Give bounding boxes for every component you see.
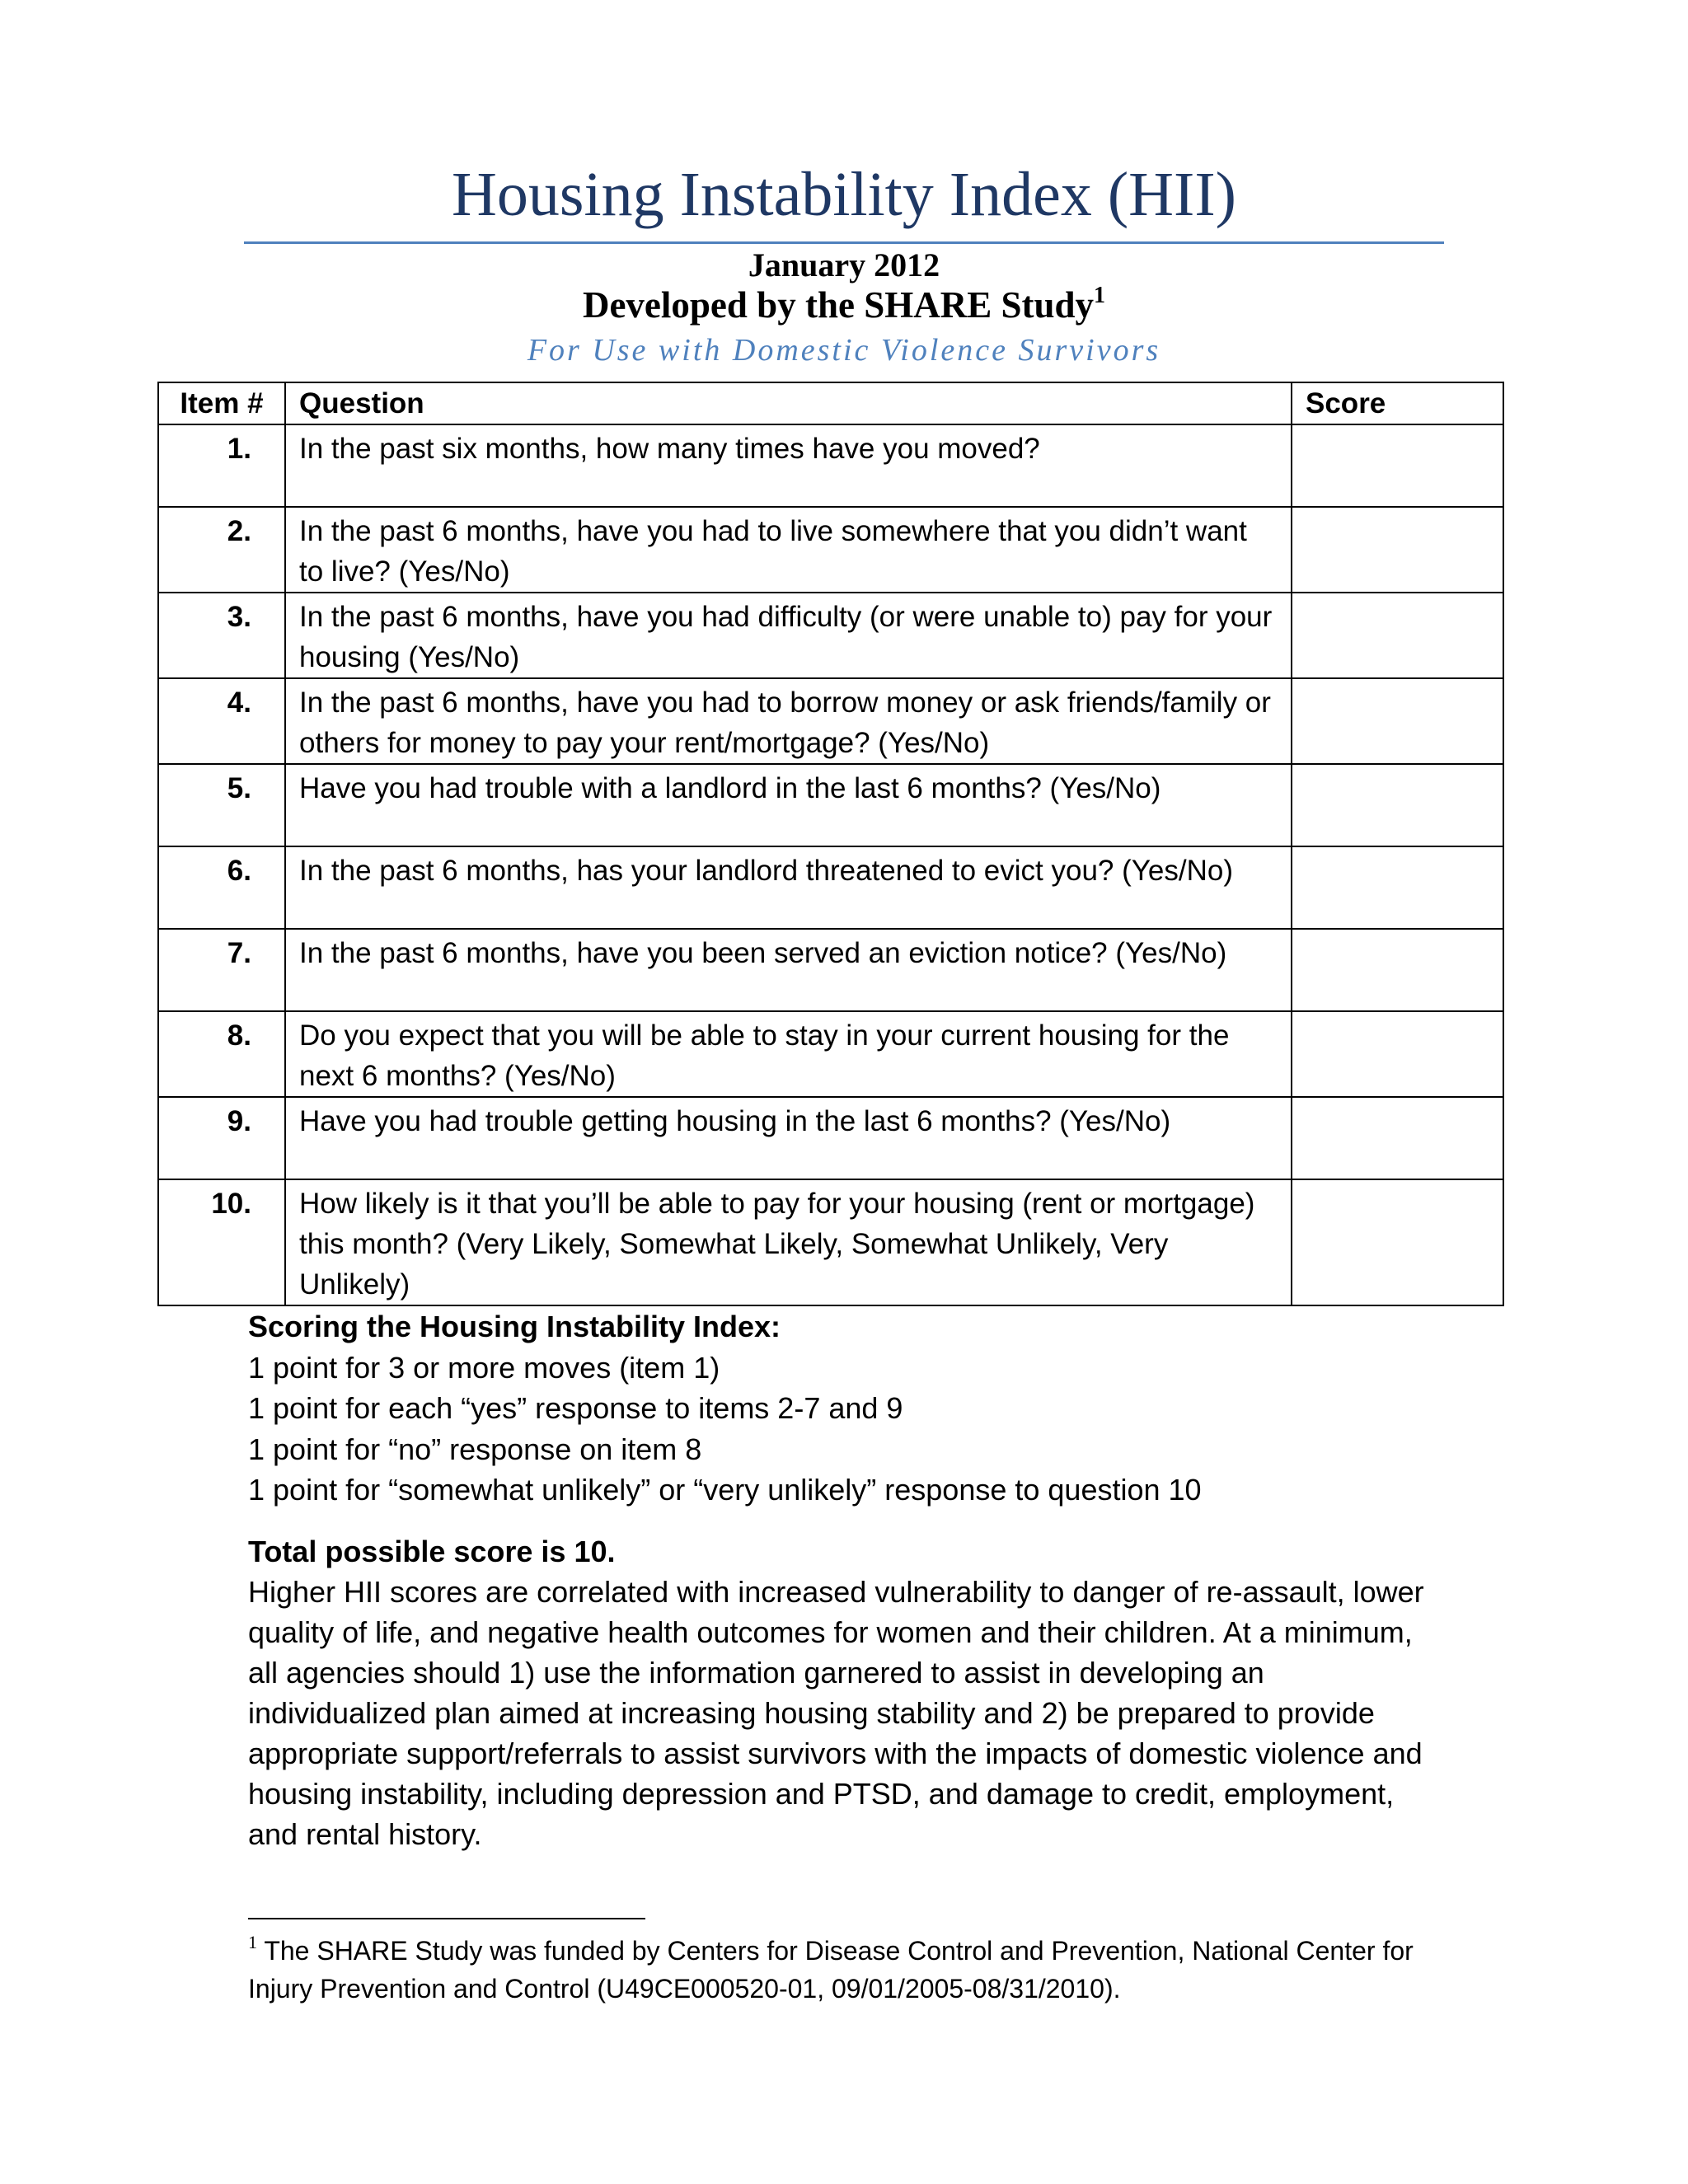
item-number: 10. <box>158 1179 285 1305</box>
item-number: 6. <box>158 846 285 929</box>
table-row <box>158 1097 1503 1179</box>
footnote-separator <box>248 1918 645 1919</box>
score-header: Score <box>1292 382 1503 424</box>
footnote-reference: 1 <box>1094 283 1106 308</box>
table-row <box>158 1179 1503 1305</box>
table-row <box>158 846 1503 929</box>
document-title: Housing Instability Index (HII) <box>452 160 1236 229</box>
item-number: 5. <box>158 764 285 846</box>
table-row <box>158 929 1503 1011</box>
table-row <box>158 764 1503 846</box>
score-cell[interactable] <box>1292 1179 1503 1305</box>
question-text: In the past 6 months, has your landlord threatened to evict you? (Yes/No) <box>285 846 1292 929</box>
score-cell[interactable] <box>1292 764 1503 846</box>
question-text: In the past 6 months, have you had to live somewhere that you didn’t want to live? (Yes/No) <box>285 507 1292 593</box>
total-score-description: Higher HII scores are correlated with increased vulnerability to danger of re-assault, lower quality of life, and negative health outcomes for women and their children. At a minimum, all agencies should 1) use the information garnered to assist in developing an individualized plan aimed at increasing housing stability and 2) be prepared to provide appropriate support/referrals to assist survivors with the impacts of domestic violence and housing instability, including depression and PTSD, and damage to credit, employment, and rental history. <box>248 1575 1424 1851</box>
score-cell[interactable] <box>1292 424 1503 507</box>
item-number: 2. <box>158 507 285 593</box>
document-date: January 2012 <box>748 246 940 284</box>
document-subtitle: For Use with Domestic Violence Survivors <box>527 333 1161 368</box>
title-underline <box>244 241 1444 244</box>
developed-by-text: Developed by the SHARE Study <box>582 284 1095 326</box>
table-row <box>158 507 1503 593</box>
table-header-row <box>158 382 1503 424</box>
question-text: Have you had trouble with a landlord in the last 6 months? (Yes/No) <box>285 764 1292 846</box>
total-score-section <box>248 1531 1443 1854</box>
question-text: In the past 6 months, have you had to borrow money or ask friends/family or others for money to pay your rent/mortgage? (Yes/No) <box>285 678 1292 764</box>
item-number: 1. <box>158 424 285 507</box>
total-score-heading: Total possible score is 10. <box>248 1535 616 1568</box>
question-text: In the past 6 months, have you been served an eviction notice? (Yes/No) <box>285 929 1292 1011</box>
question-text: How likely is it that you’ll be able to pay for your housing (rent or mortgage) this month? (Very Likely, Somewhat Likely, Somewhat Unlikely, Very Unlikely) <box>285 1179 1292 1305</box>
item-number: 9. <box>158 1097 285 1179</box>
score-cell[interactable] <box>1292 1097 1503 1179</box>
score-cell[interactable] <box>1292 678 1503 764</box>
question-text: In the past 6 months, have you had difficulty (or were unable to) pay for your housing (Yes/No) <box>285 593 1292 678</box>
question-header: Question <box>285 382 1292 424</box>
scoring-line: 1 point for each “yes” response to items 2-7 and 9 <box>248 1391 903 1425</box>
footnote-mark: 1 <box>248 1932 257 1952</box>
question-text: In the past six months, how many times have you moved? <box>285 424 1292 507</box>
scoring-line: 1 point for “no” response on item 8 <box>248 1432 702 1466</box>
table-row <box>158 1011 1503 1097</box>
footnote <box>248 1932 1451 2008</box>
score-cell[interactable] <box>1292 593 1503 678</box>
questions-table <box>157 382 1504 1306</box>
scoring-line: 1 point for “somewhat unlikely” or “very unlikely” response to question 10 <box>248 1473 1202 1507</box>
item-number: 7. <box>158 929 285 1011</box>
item-number: 3. <box>158 593 285 678</box>
scoring-line: 1 point for 3 or more moves (item 1) <box>248 1350 720 1385</box>
table-row <box>158 593 1503 678</box>
developed-by-line <box>244 284 1444 326</box>
footnote-text: The SHARE Study was funded by Centers for Disease Control and Prevention, National Center for Injury Prevention and Control (U49CE000520-01, 09/01/2005-08/31/2010). <box>248 1936 1414 2004</box>
score-cell[interactable] <box>1292 507 1503 593</box>
item-number: 4. <box>158 678 285 764</box>
item-number-header: Item # <box>158 382 285 424</box>
question-text: Do you expect that you will be able to stay in your current housing for the next 6 months? (Yes/No) <box>285 1011 1292 1097</box>
score-cell[interactable] <box>1292 846 1503 929</box>
item-number: 8. <box>158 1011 285 1097</box>
question-text: Have you had trouble getting housing in the last 6 months? (Yes/No) <box>285 1097 1292 1179</box>
table-row <box>158 424 1503 507</box>
score-cell[interactable] <box>1292 1011 1503 1097</box>
table-row <box>158 678 1503 764</box>
score-cell[interactable] <box>1292 929 1503 1011</box>
scoring-section <box>248 1306 1484 1511</box>
scoring-heading: Scoring the Housing Instability Index: <box>248 1310 781 1343</box>
